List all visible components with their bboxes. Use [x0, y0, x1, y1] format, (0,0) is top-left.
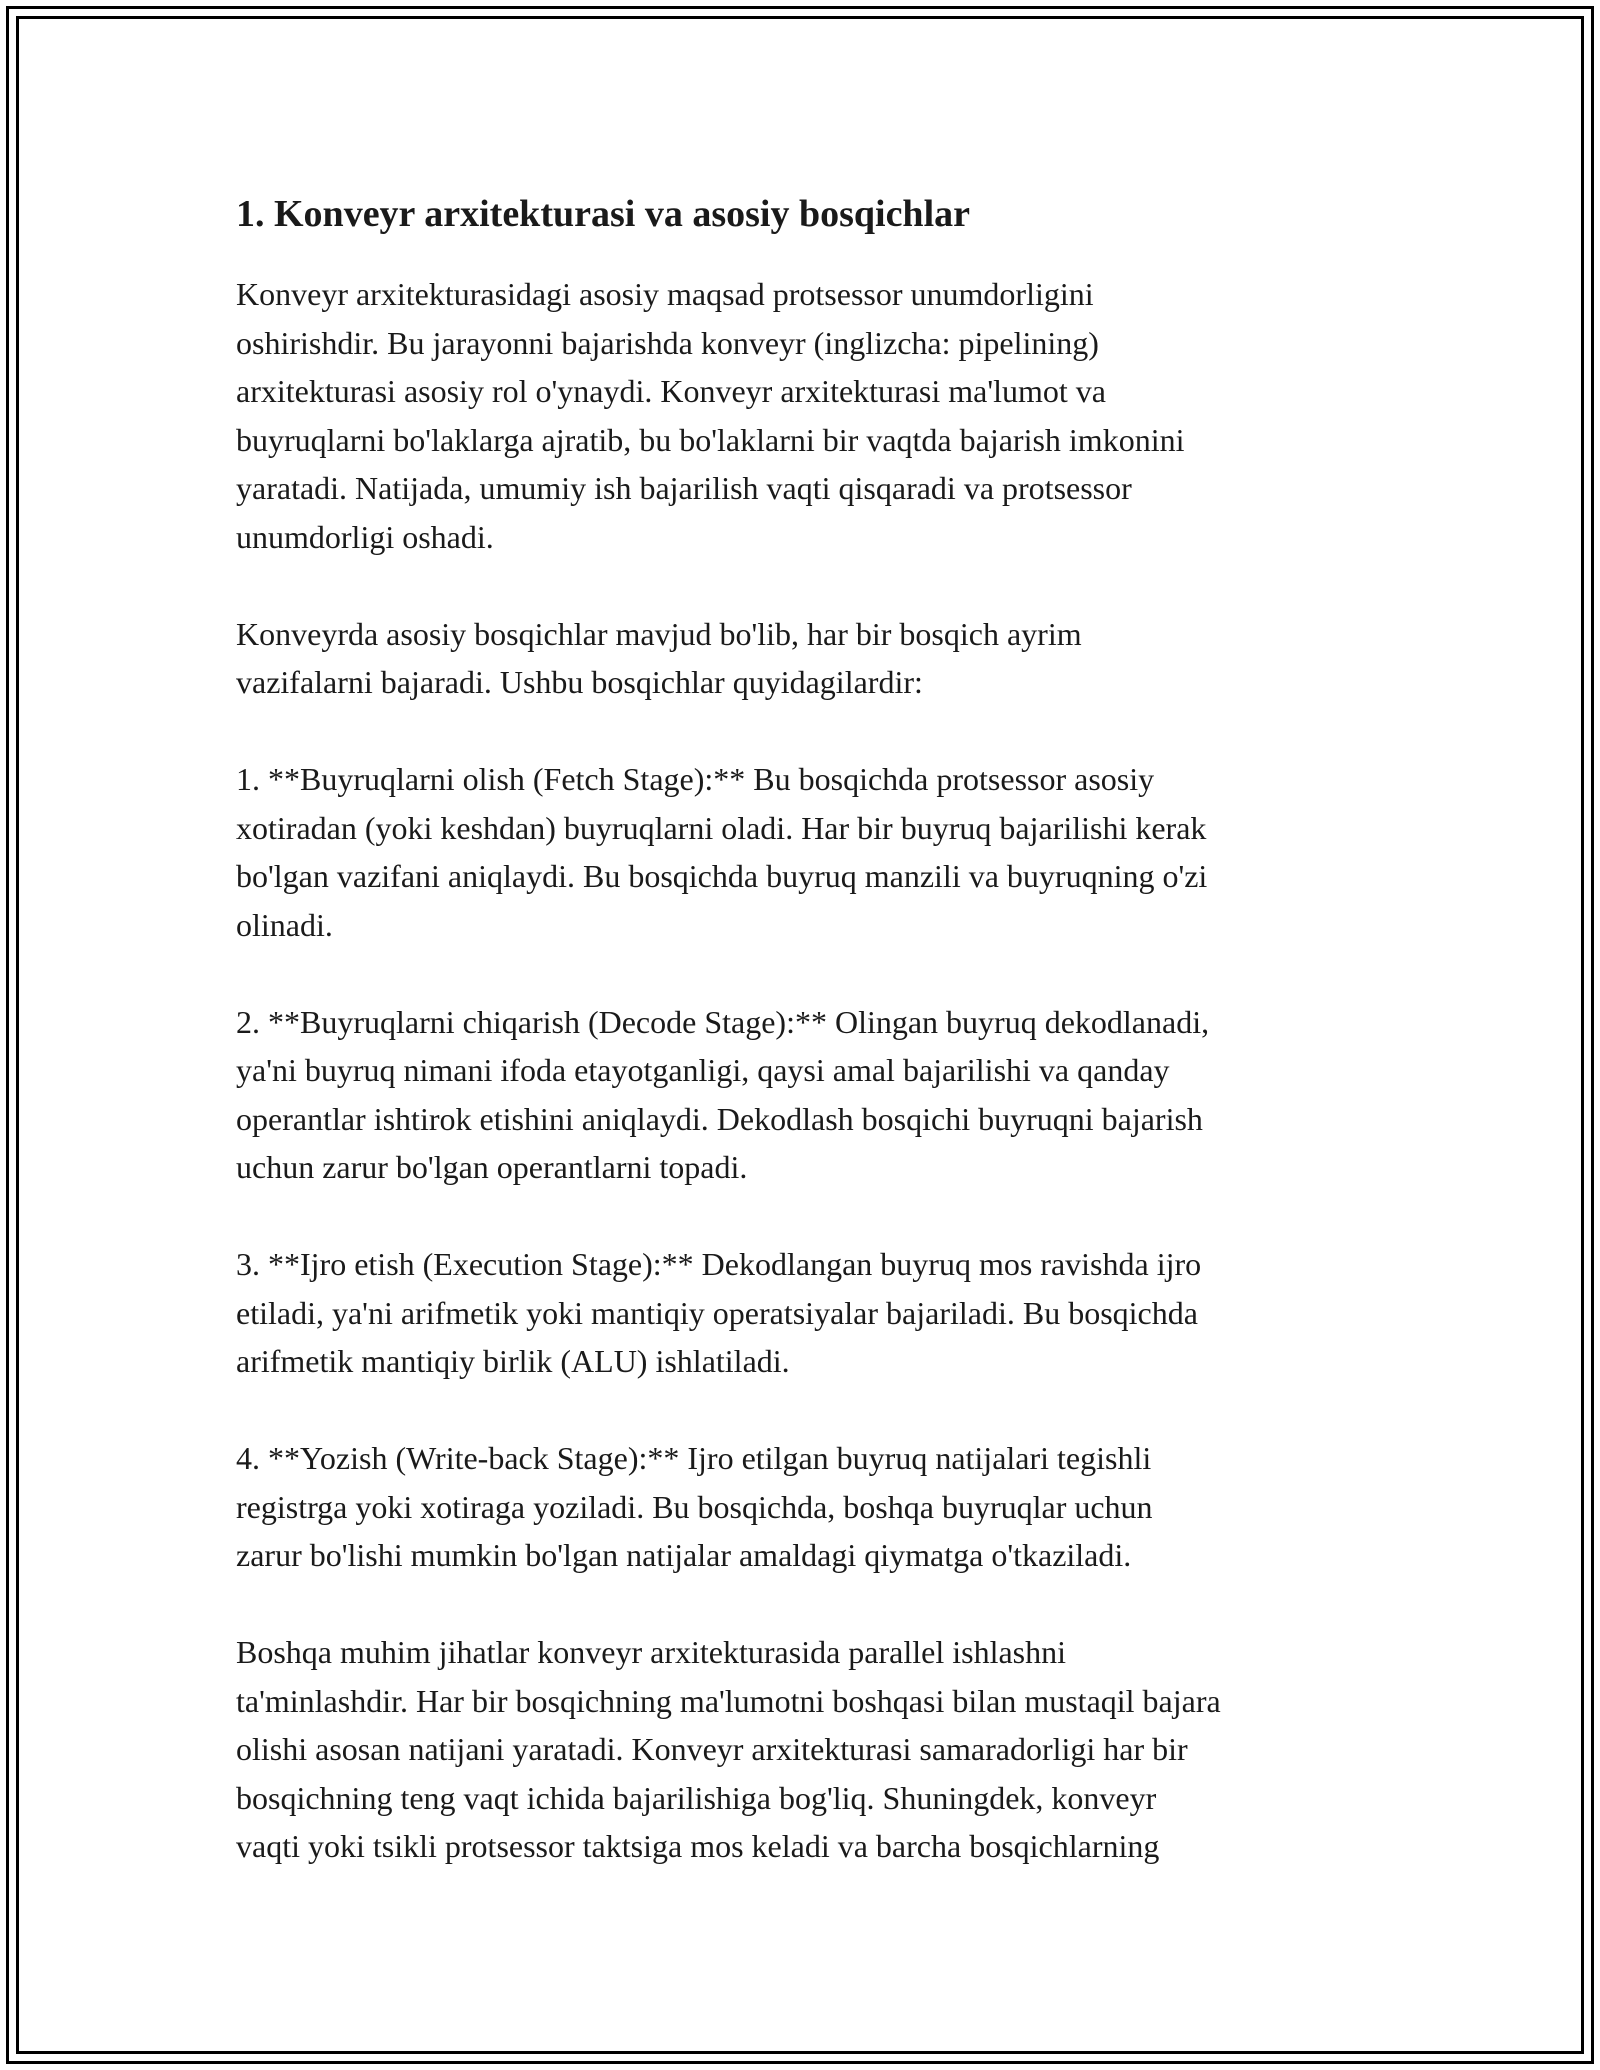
paragraph-intro: Konveyr arxitekturasidagi asosiy maqsad protsessor unumdorligini oshirishdir. Bu jarayonni bajarishda konveyr (inglizcha: pipelining) arxitekturasi asosiy rol o'ynaydi. Konveyr arxitekturasi ma'lumot va buyruqlarni bo'laklarga ajratib, bu bo'laklarni bir vaqtda bajarish imkonini yaratadi. Natijada, umumiy ish bajarilish vaqti qisqaradi va protsessor unumdorligi oshadi.: [236, 276, 1185, 555]
list-item-write-back-stage: 4. **Yozish (Write-back Stage):** Ijro etilgan buyruq natijalari tegishli registrga yoki xotiraga yoziladi. Bu bosqichda, boshqa buyruqlar uchun zarur bo'lishi mumkin bo'lgan natijalar amaldagi qiymatga o'tkaziladi.: [236, 1440, 1153, 1573]
paragraph-stages-intro: Konveyrda asosiy bosqichlar mavjud bo'lib, har bir bosqich ayrim vazifalarni bajaradi. Ushbu bosqichlar quyidagilardir:: [236, 615, 1082, 700]
list-item-fetch-stage: 1. **Buyruqlarni olish (Fetch Stage):** Bu bosqichda protsessor asosiy xotiradan (yoki keshdan) buyruqlarni oladi. Har bir buyruq bajarilishi kerak bo'lgan vazifani aniqlaydi. Bu bosqichda buyruq manzili va buyruqning o'zi olinadi.: [236, 761, 1208, 943]
section-heading: 1. Konveyr arxitekturasi va asosiy bosqichlar: [236, 193, 970, 235]
paragraph-conclusion: Boshqa muhim jihatlar konveyr arxitekturasida parallel ishlashni ta'minlashdir. Har bir bosqichning ma'lumotni boshqasi bilan mustaqil bajara olishi asosan natijani yaratadi. Konveyr arxitekturasi samaradorligi har bir bosqichning teng vaqt ichida bajarilishiga bog'liq. Shuningdek, konveyr vaqti yoki tsikli protsessor taktsiga mos keladi va barcha bosqichlarning: [236, 1634, 1221, 1864]
list-item-execution-stage: 3. **Ijro etish (Execution Stage):** Dekodlangan buyruq mos ravishda ijro etiladi, ya'ni arifmetik yoki mantiqiy operatsiyalar bajariladi. Bu bosqichda arifmetik mantiqiy birlik (ALU) ishlatiladi.: [236, 1246, 1202, 1379]
list-item-decode-stage: 2. **Buyruqlarni chiqarish (Decode Stage):** Olingan buyruq dekodlanadi, ya'ni buyruq nimani ifoda etayotganligi, qaysi amal bajarilishi va qanday operantlar ishtirok etishini aniqlaydi. Dekodlash bosqichi buyruqni bajarish uchun zarur bo'lgan operantlarni topadi.: [236, 1003, 1210, 1185]
document-body: [236, 186, 1386, 1871]
